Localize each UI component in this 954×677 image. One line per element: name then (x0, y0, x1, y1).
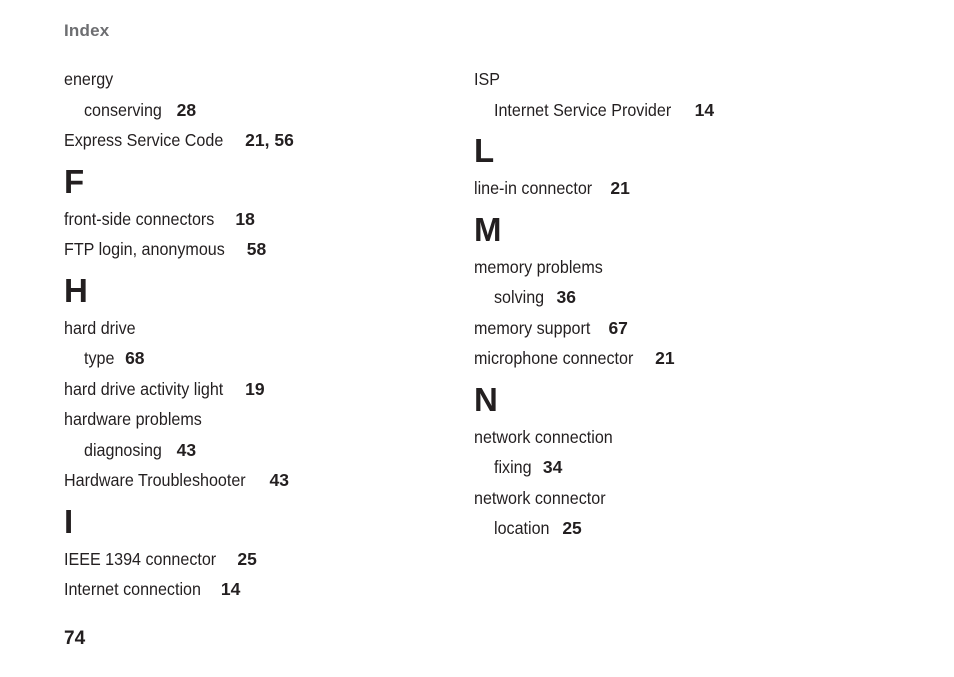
index-page-ref[interactable]: 21 (610, 178, 630, 198)
index-term: type (84, 348, 115, 368)
index-subentry (474, 452, 874, 483)
index-entry (474, 343, 874, 374)
index-term: energy (64, 69, 114, 89)
index-term: solving (494, 287, 545, 307)
index-page-ref[interactable]: 21, 56 (245, 130, 294, 150)
index-page-ref[interactable]: 36 (556, 287, 576, 307)
index-entry (474, 173, 874, 204)
index-term: network connector (474, 487, 606, 508)
index-page-ref[interactable]: 25 (562, 518, 582, 538)
index-term: fixing (494, 457, 532, 477)
index-page-ref[interactable]: 43 (269, 470, 289, 490)
index-term: conserving (84, 99, 162, 120)
index-term: Express Service Code (64, 130, 224, 150)
index-entry (64, 404, 464, 435)
index-entry (64, 64, 464, 95)
index-entry (474, 422, 874, 453)
index-page-ref[interactable]: 43 (176, 439, 197, 460)
index-entry (474, 313, 874, 344)
index-entry (64, 234, 464, 265)
index-term: location (494, 518, 550, 538)
index-entry (474, 483, 874, 514)
index-term: ISP (474, 69, 500, 89)
index-page-ref[interactable]: 34 (542, 457, 563, 477)
index-term: FTP login, anonymous (64, 239, 225, 259)
index-term: front-side connectors (64, 208, 215, 229)
index-term: network connection (474, 426, 613, 447)
index-subentry (64, 435, 464, 466)
index-term: memory problems (474, 256, 603, 277)
running-header: Index (64, 21, 110, 40)
index-subentry (474, 513, 874, 544)
index-entry (64, 544, 464, 575)
index-term: IEEE 1394 connector (64, 548, 217, 569)
index-page-ref[interactable]: 21 (655, 348, 675, 368)
index-page-ref[interactable]: 28 (176, 99, 197, 120)
index-term: Hardware Troubleshooter (64, 470, 246, 490)
index-term: hardware problems (64, 409, 202, 429)
index-term: Internet Service Provider (494, 99, 672, 120)
index-entry (474, 252, 874, 283)
index-entry (64, 465, 464, 496)
index-term: diagnosing (84, 439, 162, 460)
index-entry (474, 64, 874, 95)
index-term: memory support (474, 317, 591, 338)
index-term: Internet connection (64, 579, 201, 599)
index-term: microphone connector (474, 348, 634, 368)
index-entry (64, 374, 464, 405)
index-page-ref[interactable]: 67 (608, 317, 628, 338)
index-entry (64, 313, 464, 344)
index-entry (64, 125, 464, 156)
index-page-ref[interactable]: 25 (237, 548, 257, 569)
index-column-right (474, 64, 874, 544)
index-section-letter: F (64, 162, 85, 200)
index-section-letter: H (64, 271, 88, 309)
index-section-letter: N (474, 380, 498, 418)
index-subentry (64, 343, 464, 374)
index-section-letter: I (64, 502, 74, 540)
page-number: 74 (64, 628, 86, 649)
index-subentry (474, 95, 874, 126)
index-entry (64, 204, 464, 235)
index-page-ref[interactable]: 19 (245, 378, 265, 399)
index-page-ref[interactable]: 58 (246, 239, 267, 259)
index-page-ref[interactable]: 18 (235, 208, 255, 229)
index-page-ref[interactable]: 14 (220, 579, 241, 599)
index-term: line-in connector (474, 178, 593, 198)
index-term: hard drive activity light (64, 378, 224, 399)
index-column-left (64, 64, 464, 605)
index-entry (64, 574, 464, 605)
index-page-ref[interactable]: 68 (125, 348, 145, 368)
index-section-letter: L (474, 132, 495, 169)
index-page-ref[interactable]: 14 (694, 99, 715, 120)
index-subentry (474, 282, 874, 313)
index-section-letter: M (474, 210, 502, 248)
index-subentry (64, 95, 464, 126)
index-term: hard drive (64, 317, 136, 338)
